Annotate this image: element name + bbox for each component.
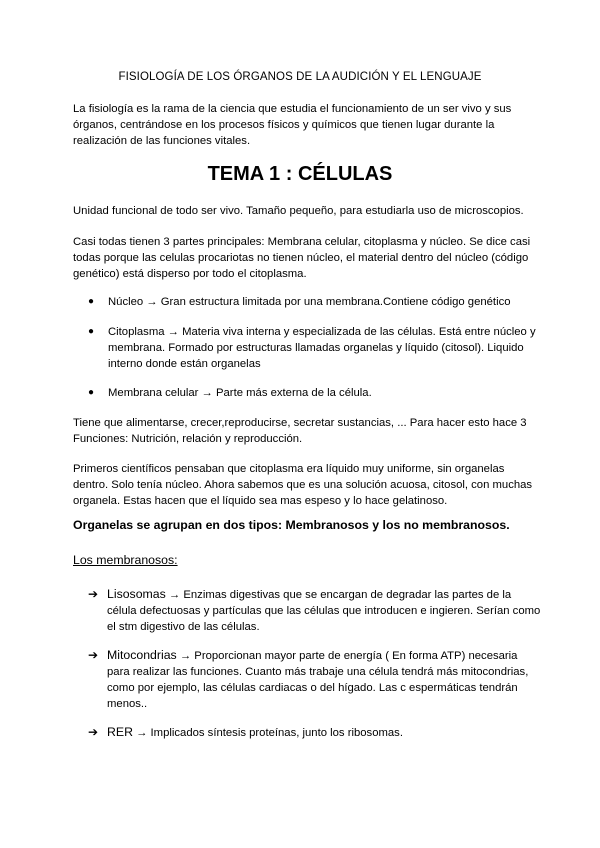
term-description: → Proporcionan mayor parte de energía ( En forma ATP) necesaria para realizar las funciones. Cuanto más trabaje una célula tendrá más mitocondrias, como por ejemplo, las células cardiacas o del hígado. Las c espermáticas tendrán menos.. (107, 650, 529, 710)
bullet-icon: ● (88, 296, 95, 307)
paragraph-unidad: Unidad funcional de todo ser vivo. Tamaño pequeño, para estudiarla uso de microscopios. (73, 205, 524, 217)
paragraph-citoplasma: Primeros científicos pensaban que citoplasma era líquido muy uniforme, sin organelas dentro. Solo tenía núcleo. Ahora sabemos que es una solución acuosa, citosol, con muchas organela. Estas hacen que el líquido sea mas espeso y lo hace gelatinoso. (73, 463, 533, 507)
paragraph-partes: Casi todas tienen 3 partes principales: Membrana celular, citoplasma y núcleo. Se dice casi todas porque las celulas procariotas no tienen núcleo, el material dentro del núcleo (código genético) está disperso por todo el citoplasma. (73, 236, 531, 280)
list-item (88, 724, 543, 741)
term-label: Mitocondrias (107, 648, 177, 662)
arrow-icon: ➔ (88, 725, 99, 739)
list-item (88, 647, 543, 712)
list-item (88, 385, 538, 401)
paragraph-funciones: Tiene que alimentarse, crecer,reproducirse, secretar sustancias, ... Para hacer esto hace 3 Funciones: Nutrición, relación y reproducción. (73, 417, 527, 445)
arrow-icon: ➔ (88, 587, 99, 601)
term-description: → Enzimas digestivas que se encargan de degradar las partes de la célula defectuosas y partículas que las células que introducen e ingieren. Serían como el stm digestivo de las células. (107, 589, 541, 633)
arrow-icon: ➔ (88, 648, 99, 662)
bullet-text: Citoplasma → Materia viva interna y especializada de las células. Está entre núcleo y membrana. Formado por estructuras llamadas organelas y líquido (citosol). Liquido interno donde están organelas (108, 326, 536, 370)
term-label: Lisosomas (107, 587, 166, 601)
subsection-heading: Los membranosos: (73, 553, 178, 567)
list-item (88, 324, 538, 372)
section-heading: Organelas se agrupan en dos tipos: Membranosos y los no membranosos. (73, 518, 510, 532)
bullet-text: Membrana celular → Parte más externa de la célula. (108, 387, 372, 399)
intro-paragraph: La fisiología es la rama de la ciencia que estudia el funcionamiento de un ser vivo y sus órganos, centrándose en los procesos físicos y químicos que tienen lugar durante la realización de las funciones vitales. (73, 103, 512, 147)
bullet-text: Núcleo → Gran estructura limitada por una membrana.Contiene código genético (108, 296, 511, 308)
list-item (88, 294, 538, 310)
bullet-icon: ● (88, 387, 95, 398)
page-title: TEMA 1 : CÉLULAS (207, 163, 393, 185)
term-description: → Implicados síntesis proteínas, junto los ribosomas. (132, 727, 403, 739)
bullet-icon: ● (88, 326, 95, 337)
document-header: FISIOLOGÍA DE LOS ÓRGANOS DE LA AUDICIÓN Y EL LENGUAJE (118, 71, 482, 83)
term-label: RER (107, 725, 133, 739)
list-item (88, 586, 543, 635)
